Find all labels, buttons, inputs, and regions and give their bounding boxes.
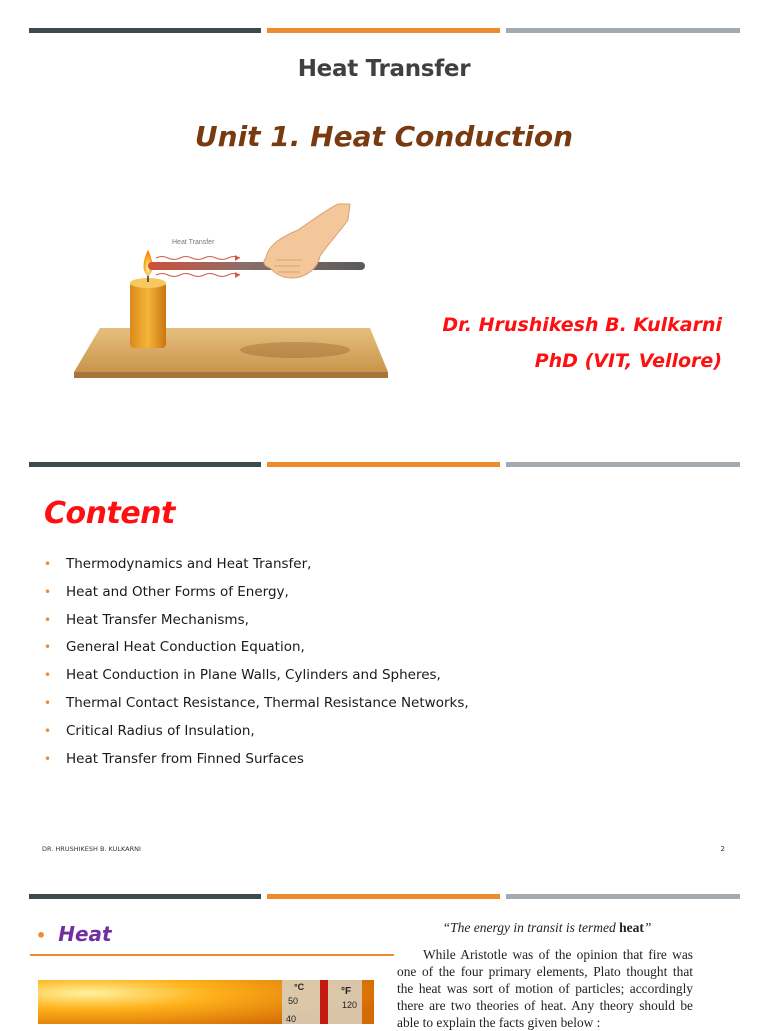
decorative-bars [29,28,740,33]
list-item: • Heat and Other Forms of Energy, [44,583,289,600]
list-item: • Heat Transfer from Finned Surfaces [44,750,304,767]
slide-content [0,456,768,871]
celsius-label: °C [294,982,305,992]
slide-subtitle: Unit 1. Heat Conduction [194,120,574,153]
heat-quote: “The energy in transit is termed heat” [442,920,652,935]
heat-heading: • Heat [36,922,112,946]
list-item: • Thermal Contact Resistance, Thermal Resistance Networks, [44,694,469,711]
list-item: • Heat Transfer Mechanisms, [44,611,249,628]
celsius-tick: 50 [288,996,299,1006]
slide-title [0,0,768,455]
content-list [44,554,469,776]
decorative-bars [29,462,740,467]
thermometer-sun-image [38,980,374,1024]
slide-title-text: Heat Transfer [297,56,471,82]
celsius-tick: 40 [286,1014,297,1024]
page-number: 2 [720,845,725,853]
list-item: • Heat Conduction in Plane Walls, Cylinders and Spheres, [44,667,441,684]
author-name: Dr. Hrushikesh B. Kulkarni [442,314,722,336]
heading-underline [30,954,394,956]
heat-paragraph: While Aristotle was of the opinion that fire was one of the four primary elements, Plato thought that the heat was sort of motion of particles; accordingly there are two theories of heat. Any theory should be able to explain the facts given below : [397,947,693,1030]
author-block [442,307,722,379]
heat-conduction-illustration [70,200,400,385]
author-degree: PhD (VIT, Vellore) [534,350,722,372]
decorative-bars [29,894,740,899]
fahrenheit-tick: 120 [342,1000,358,1010]
list-item: • General Heat Conduction Equation, [44,639,305,656]
footer-author: DR. HRUSHIKESH B. KULKARNI [42,845,141,853]
list-item: • Critical Radius of Insulation, [44,722,255,739]
heat-transfer-label: Heat Transfer [172,239,215,246]
content-title: Content [44,496,175,531]
fahrenheit-label: °F [341,986,352,997]
list-item: • Thermodynamics and Heat Transfer, [44,556,312,572]
slide-heat [0,872,768,1030]
